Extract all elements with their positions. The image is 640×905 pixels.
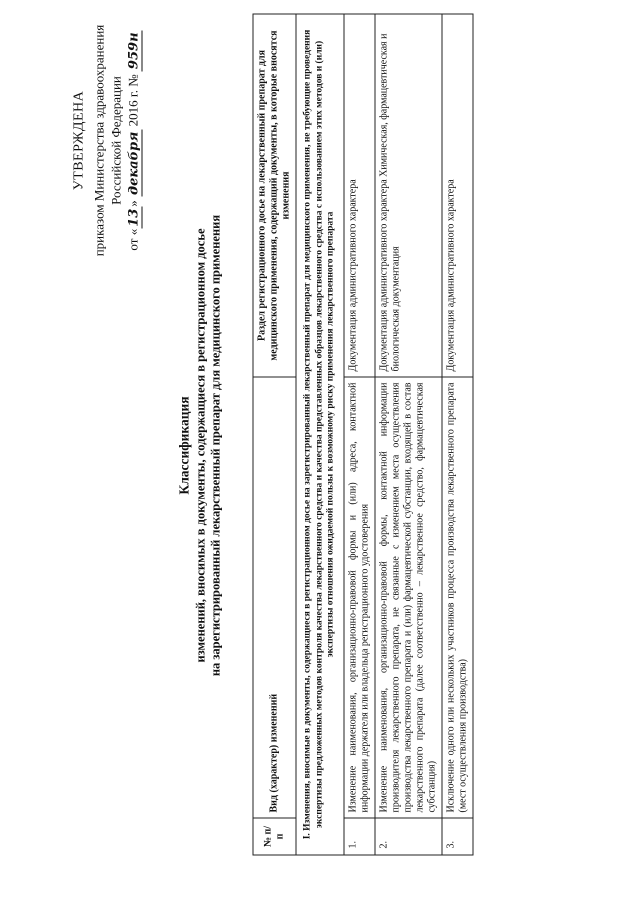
- group-heading-text: I. Изменения, вносимые в документы, содержащиеся в регистрационном досье на зарегистрированный лекарственный препарат для медицинского применения, не требующие проведения экспертизы предложенных методов контроля качества лекарственного средства и качества представленных образцов лекарственного средства с использованием этих методов и (или) экспертизы отношения ожидаемой пользы к возможному риску применения лекарственного препарата: [296, 14, 344, 855]
- approval-line-federation: Российской Федерации: [108, 75, 123, 205]
- row-section: Документация административного характера: [343, 14, 374, 377]
- row-num: 2.: [374, 818, 441, 855]
- table-row: [441, 14, 472, 855]
- date-day-handwritten: 13: [126, 208, 141, 227]
- title-main: Классификация: [176, 395, 191, 495]
- date-month-handwritten: декабря: [126, 131, 141, 195]
- table-row: [374, 14, 441, 855]
- approval-heading: УТВЕРЖДЕНА: [71, 90, 86, 190]
- row-section: Документация административного характера Химическая, фармацевтическая и биологическая документация: [374, 14, 441, 377]
- header-kind: Вид (характер) изменений: [253, 377, 296, 818]
- table-row: [343, 14, 374, 855]
- date-year: 2016 г. №: [125, 73, 140, 126]
- row-section: Документация административного характера: [441, 14, 472, 377]
- row-num: 1.: [343, 818, 374, 855]
- header-num: № п/п: [253, 818, 296, 855]
- table-header-row: [253, 14, 296, 855]
- document-title: [176, 135, 223, 755]
- group-heading-row: [296, 14, 344, 855]
- row-kind: Изменение наименования, организационно-правовой формы, контактной информации производителя лекарственного препарата, не связанные с изменением места осуществления производства лекарственного препарата и (или) фармацевтической субстанции, входящей в состав лекарственного препарата (далее соответственно – лекарственное средство, фармацевтическая субстанция): [374, 377, 441, 818]
- title-line-1: изменений, вносимых в документы, содержащиеся в регистрационном досье: [193, 227, 207, 663]
- row-kind: Изменение наименования, организационно-правовой формы и (или) адреса, контактной информации держателя или владельца регистрационного удостоверения: [343, 377, 374, 818]
- order-number-handwritten: 959н: [126, 31, 141, 69]
- approval-line-ministry: приказом Министерства здравоохранения: [91, 24, 106, 256]
- approval-block: [70, 15, 142, 265]
- date-mid: »: [125, 199, 140, 207]
- classification-table: [252, 13, 473, 855]
- title-line-2: на зарегистрированный лекарственный препарат для медицинского применения: [208, 214, 222, 676]
- row-kind: Исключение одного или нескольких участников процесса производства лекарственного препарата (мест осуществления производства): [441, 377, 472, 818]
- header-section: Раздел регистрационного досье на лекарственный препарат для медицинского применения, содержащий документы, в которые вносятся изменения: [253, 14, 296, 377]
- date-prefix: от «: [125, 228, 140, 251]
- approval-date-line: [124, 15, 142, 265]
- row-num: 3.: [441, 818, 472, 855]
